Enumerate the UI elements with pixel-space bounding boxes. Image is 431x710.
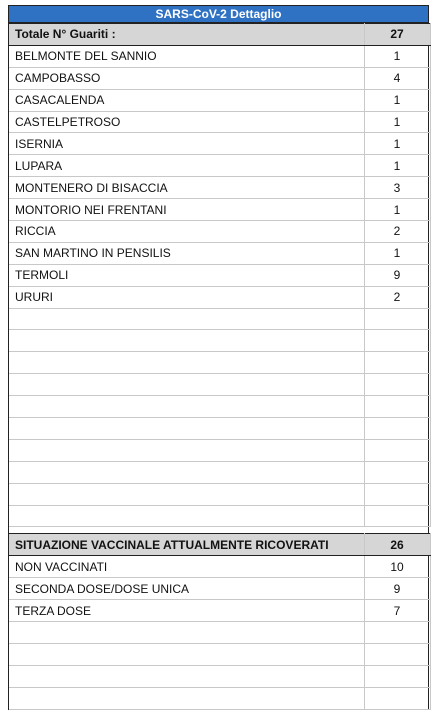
- guariti-table: [9, 23, 431, 527]
- empty-row: [9, 461, 430, 483]
- town-count: 3: [364, 177, 430, 199]
- status-name: SECONDA DOSE/DOSE UNICA: [9, 578, 364, 600]
- empty-row: [9, 643, 430, 665]
- table-row: [9, 556, 430, 578]
- empty-row: [9, 622, 430, 644]
- table-row: [9, 264, 430, 286]
- spreadsheet: [8, 5, 429, 710]
- empty-row: [9, 439, 430, 461]
- empty-row: [9, 418, 430, 440]
- vaccinale-table: [9, 533, 431, 709]
- table-row: [9, 155, 430, 177]
- town-count: 2: [364, 286, 430, 308]
- empty-row: [9, 308, 430, 330]
- town-name: MONTORIO NEI FRENTANI: [9, 199, 364, 221]
- guariti-header-value: 27: [364, 24, 430, 46]
- table-row: [9, 242, 430, 264]
- town-name: TERMOLI: [9, 264, 364, 286]
- vaccinale-header-value: 26: [364, 534, 430, 556]
- town-count: 4: [364, 67, 430, 89]
- vaccinale-header-label: SITUAZIONE VACCINALE ATTUALMENTE RICOVERATI: [9, 534, 364, 556]
- empty-row: [9, 352, 430, 374]
- town-count: 1: [364, 111, 430, 133]
- town-name: MONTENERO DI BISACCIA: [9, 177, 364, 199]
- guariti-section: [8, 23, 429, 527]
- guariti-header-row: [9, 24, 430, 46]
- table-row: [9, 177, 430, 199]
- town-count: 1: [364, 89, 430, 111]
- table-row: [9, 67, 430, 89]
- town-name: CASTELPETROSO: [9, 111, 364, 133]
- table-row: [9, 221, 430, 243]
- town-name: RICCIA: [9, 221, 364, 243]
- town-count: 9: [364, 264, 430, 286]
- status-count: 9: [364, 578, 430, 600]
- town-name: ISERNIA: [9, 133, 364, 155]
- town-count: 2: [364, 221, 430, 243]
- status-count: 7: [364, 600, 430, 622]
- empty-row: [9, 374, 430, 396]
- table-row: [9, 89, 430, 111]
- empty-row: [9, 505, 430, 527]
- town-name: URURI: [9, 286, 364, 308]
- town-name: BELMONTE DEL SANNIO: [9, 45, 364, 67]
- table-row: [9, 45, 430, 67]
- empty-row: [9, 330, 430, 352]
- vaccinale-section: [8, 533, 429, 709]
- town-count: 1: [364, 133, 430, 155]
- status-name: NON VACCINATI: [9, 556, 364, 578]
- guariti-header-label: Totale N° Guariti :: [9, 24, 364, 46]
- table-row: [9, 600, 430, 622]
- table-row: [9, 199, 430, 221]
- empty-row: [9, 396, 430, 418]
- empty-row: [9, 665, 430, 687]
- vaccinale-header-row: [9, 534, 430, 556]
- town-name: CASACALENDA: [9, 89, 364, 111]
- status-name: TERZA DOSE: [9, 600, 364, 622]
- sheet-title: SARS-CoV-2 Dettaglio: [8, 5, 429, 23]
- town-count: 1: [364, 242, 430, 264]
- town-count: 1: [364, 45, 430, 67]
- empty-row: [9, 483, 430, 505]
- town-count: 1: [364, 199, 430, 221]
- town-count: 1: [364, 155, 430, 177]
- empty-row: [9, 687, 430, 709]
- status-count: 10: [364, 556, 430, 578]
- table-row: [9, 286, 430, 308]
- town-name: SAN MARTINO IN PENSILIS: [9, 242, 364, 264]
- table-row: [9, 578, 430, 600]
- table-row: [9, 111, 430, 133]
- town-name: CAMPOBASSO: [9, 67, 364, 89]
- table-row: [9, 133, 430, 155]
- town-name: LUPARA: [9, 155, 364, 177]
